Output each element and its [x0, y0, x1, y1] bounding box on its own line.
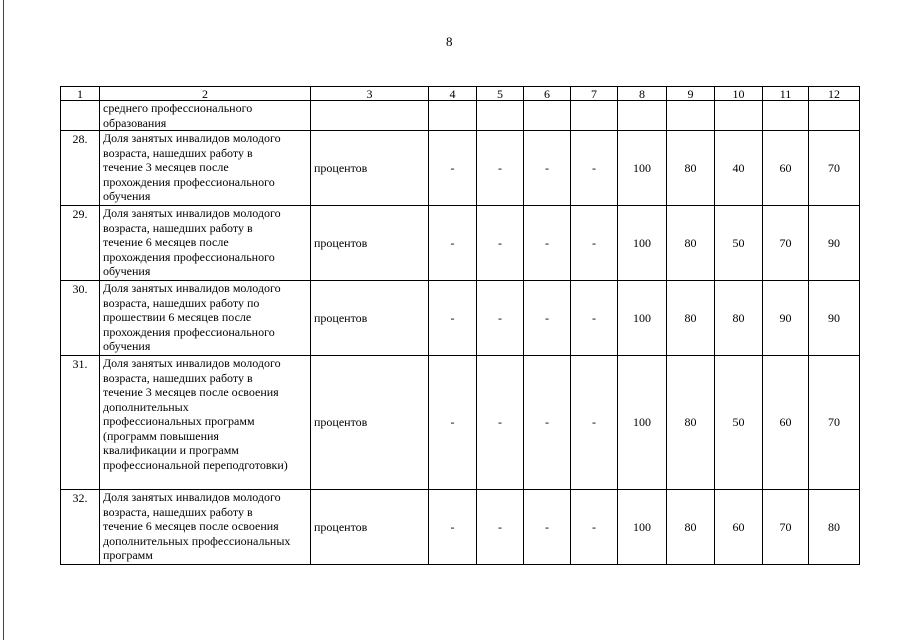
- value-cell: 80: [667, 356, 715, 490]
- value-cell: 100: [618, 206, 667, 281]
- value-cell: -: [524, 206, 571, 281]
- column-header: 11: [763, 87, 809, 101]
- value-cell: [311, 101, 429, 131]
- unit-cell: процентов: [311, 206, 429, 281]
- indicator-name-line: прошествии 6 месяцев после: [103, 310, 252, 324]
- value-cell: [618, 101, 667, 131]
- value-cell: -: [571, 490, 618, 565]
- value-cell: 50: [715, 356, 763, 490]
- value-cell: -: [477, 131, 524, 206]
- value-cell: 50: [715, 206, 763, 281]
- table-row: [61, 490, 860, 565]
- value-cell: [571, 101, 618, 131]
- row-number: 31.: [61, 356, 100, 490]
- column-header: 10: [715, 87, 763, 101]
- value-cell: -: [429, 281, 477, 356]
- column-header: 6: [524, 87, 571, 101]
- value-cell: -: [571, 206, 618, 281]
- table-row: [61, 356, 860, 490]
- column-header: 1: [61, 87, 100, 101]
- value-cell: -: [524, 356, 571, 490]
- value-cell: -: [524, 281, 571, 356]
- row-number: 32.: [61, 490, 100, 565]
- value-cell: 70: [809, 131, 860, 206]
- row-number: 29.: [61, 206, 100, 281]
- continuation-row: [61, 101, 860, 131]
- value-cell: [429, 101, 477, 131]
- unit-cell: процентов: [311, 131, 429, 206]
- value-cell: -: [429, 206, 477, 281]
- indicator-name-line: обучения: [103, 339, 151, 353]
- page-number: 8: [446, 34, 453, 49]
- indicator-name: [100, 281, 311, 356]
- indicator-name: [100, 101, 311, 131]
- indicator-name: [100, 206, 311, 281]
- indicator-name-line: дополнительных: [103, 399, 189, 414]
- row-number: 30.: [61, 281, 100, 356]
- indicator-name-line: квалификации и программ: [103, 443, 239, 457]
- value-cell: -: [571, 281, 618, 356]
- value-cell: [524, 101, 571, 131]
- indicator-name-line: программ: [103, 548, 153, 562]
- value-cell: 60: [763, 356, 809, 490]
- value-cell: 100: [618, 131, 667, 206]
- indicator-name-line: прохождения профессионального: [103, 249, 275, 264]
- value-cell: -: [429, 356, 477, 490]
- row-number: [61, 101, 100, 131]
- indicator-name-line: обучения: [103, 264, 151, 278]
- value-cell: -: [571, 356, 618, 490]
- unit-cell: процентов: [311, 356, 429, 490]
- column-header: 9: [667, 87, 715, 101]
- indicator-name: [100, 356, 311, 490]
- value-cell: -: [477, 490, 524, 565]
- indicator-name-line: Доля занятых инвалидов молодого: [103, 131, 281, 145]
- column-header: 5: [477, 87, 524, 101]
- column-header: 3: [311, 87, 429, 101]
- value-cell: 90: [809, 281, 860, 356]
- value-cell: 100: [618, 356, 667, 490]
- value-cell: -: [477, 356, 524, 490]
- column-header: 4: [429, 87, 477, 101]
- indicator-name-line: Доля занятых инвалидов молодого: [103, 490, 281, 504]
- indicator-name: [100, 490, 311, 565]
- value-cell: 70: [763, 206, 809, 281]
- indicator-name-line: прохождения профессионального: [103, 174, 275, 189]
- column-header: 7: [571, 87, 618, 101]
- value-cell: 80: [809, 490, 860, 565]
- value-cell: 80: [667, 281, 715, 356]
- column-header: 8: [618, 87, 667, 101]
- value-cell: 80: [667, 490, 715, 565]
- indicator-name-line: образования: [103, 115, 167, 130]
- indicator-name-line: среднего профессионального: [103, 101, 253, 115]
- indicator-name-line: возраста, нашедших работу в: [103, 370, 253, 385]
- indicator-name-line: прохождения профессионального: [103, 324, 275, 339]
- indicator-name-line: течение 6 месяцев после освоения: [103, 519, 279, 533]
- indicator-name-line: течение 6 месяцев после: [103, 235, 229, 249]
- value-cell: 100: [618, 281, 667, 356]
- column-header: 2: [100, 87, 311, 101]
- value-cell: 60: [763, 131, 809, 206]
- indicator-name-line: дополнительных профессиональных: [103, 533, 291, 548]
- value-cell: 100: [618, 490, 667, 565]
- indicator-name-line: Доля занятых инвалидов молодого: [103, 206, 281, 220]
- indicator-name-line: Доля занятых инвалидов молодого: [103, 281, 281, 295]
- value-cell: [809, 101, 860, 131]
- value-cell: -: [477, 206, 524, 281]
- value-cell: -: [571, 131, 618, 206]
- indicator-name-line: Доля занятых инвалидов молодого: [103, 356, 281, 370]
- value-cell: 80: [667, 131, 715, 206]
- indicator-name-line: профессиональной переподготовки): [103, 457, 288, 472]
- value-cell: [667, 101, 715, 131]
- indicator-name-line: возраста, нашедших работу в: [103, 504, 253, 519]
- value-cell: 90: [763, 281, 809, 356]
- value-cell: -: [429, 490, 477, 565]
- indicator-name-line: течение 3 месяцев после: [103, 160, 229, 174]
- table-row: [61, 281, 860, 356]
- value-cell: -: [477, 281, 524, 356]
- value-cell: 90: [809, 206, 860, 281]
- unit-cell: процентов: [311, 281, 429, 356]
- value-cell: 40: [715, 131, 763, 206]
- value-cell: 80: [715, 281, 763, 356]
- column-number-row: [61, 87, 860, 101]
- unit-cell: процентов: [311, 490, 429, 565]
- value-cell: [715, 101, 763, 131]
- value-cell: [763, 101, 809, 131]
- indicator-name-line: возраста, нашедших работу в: [103, 145, 253, 160]
- indicator-name-line: течение 3 месяцев после освоения: [103, 385, 279, 399]
- left-margin-rule: [3, 0, 4, 640]
- indicators-table: [60, 86, 860, 565]
- indicator-name-line: (программ повышения: [103, 428, 219, 443]
- column-header: 12: [809, 87, 860, 101]
- value-cell: -: [524, 490, 571, 565]
- row-number: 28.: [61, 131, 100, 206]
- indicator-name-line: обучения: [103, 189, 151, 203]
- value-cell: [477, 101, 524, 131]
- table-row: [61, 131, 860, 206]
- value-cell: 70: [763, 490, 809, 565]
- table-row: [61, 206, 860, 281]
- value-cell: 70: [809, 356, 860, 490]
- indicator-name: [100, 131, 311, 206]
- value-cell: 80: [667, 206, 715, 281]
- indicator-name-line: возраста, нашедших работу в: [103, 220, 253, 235]
- value-cell: -: [429, 131, 477, 206]
- indicator-name-line: возраста, нашедших работу по: [103, 295, 260, 310]
- indicator-name-line: профессиональных программ: [103, 414, 255, 428]
- value-cell: -: [524, 131, 571, 206]
- value-cell: 60: [715, 490, 763, 565]
